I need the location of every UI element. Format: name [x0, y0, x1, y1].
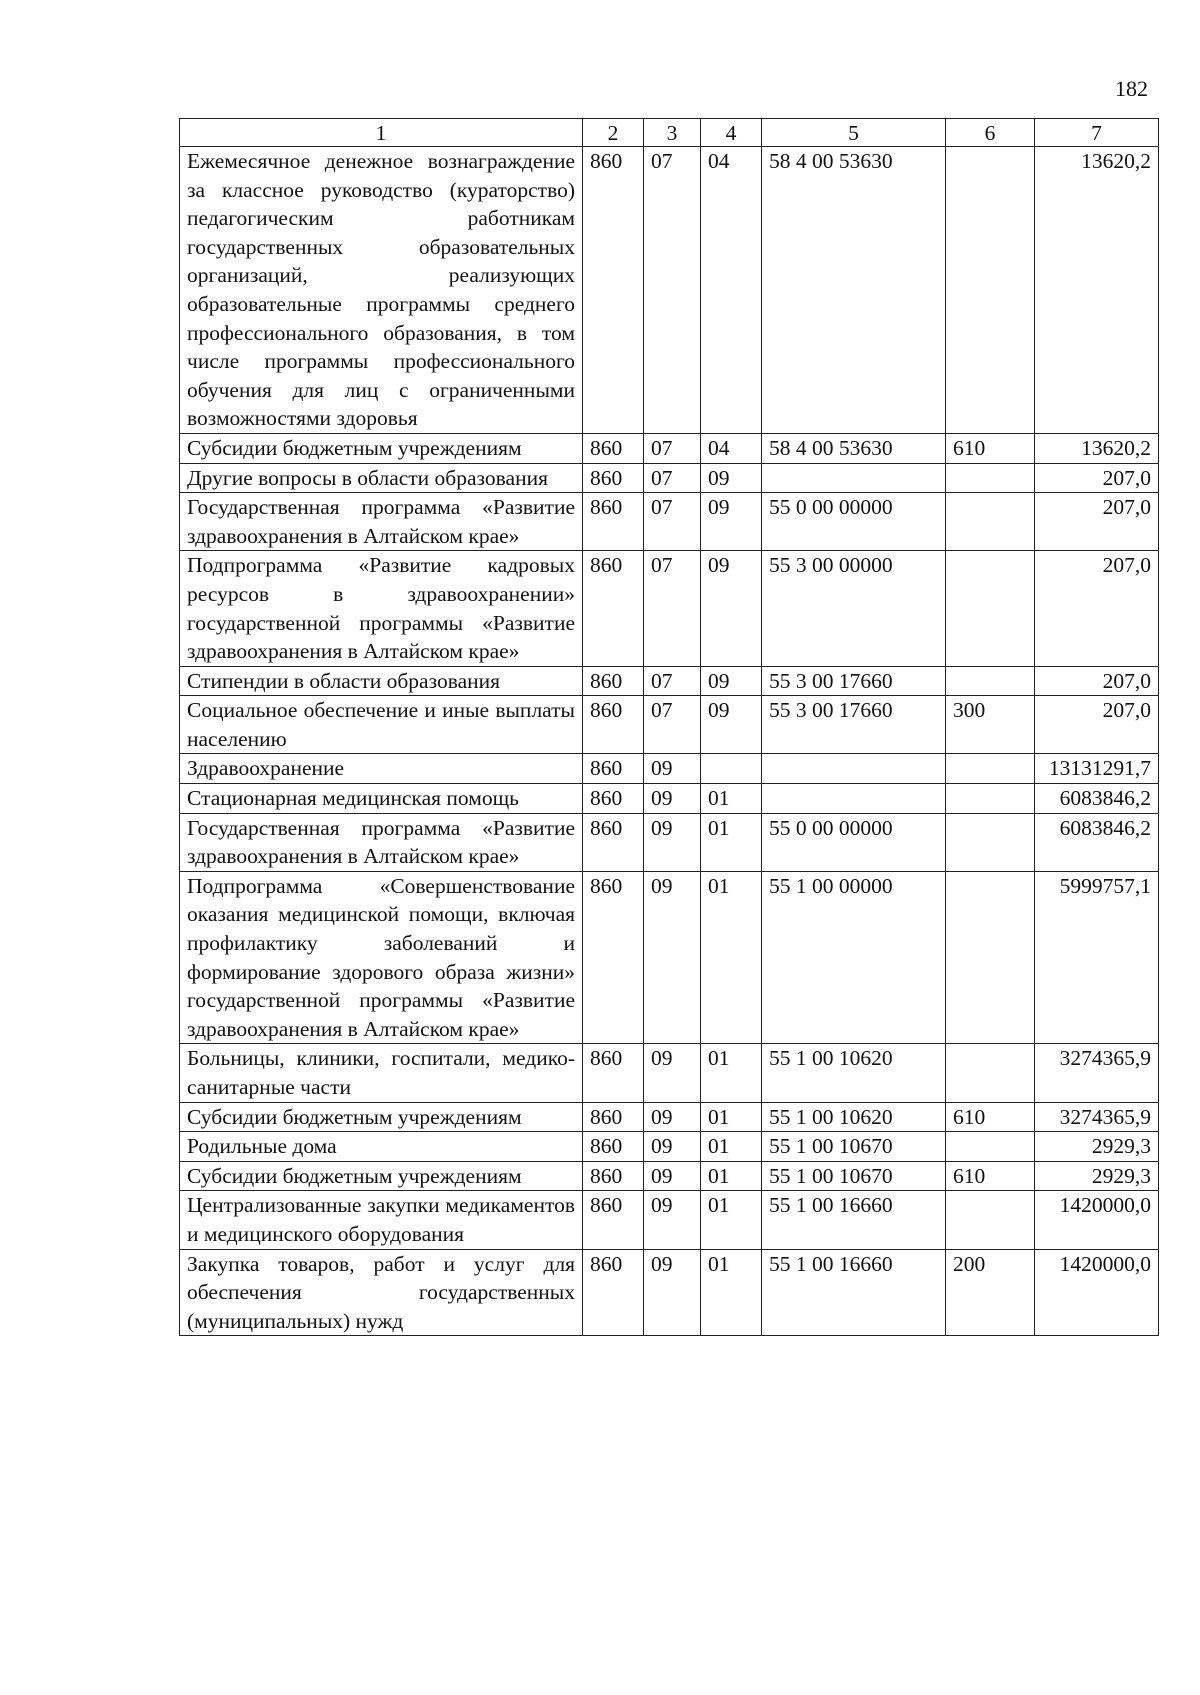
table-row — [180, 784, 1159, 814]
row-name: Государственная программа «Развитие здравоохранения в Алтайском крае» — [180, 813, 583, 871]
row-code-3: 09 — [644, 1044, 701, 1102]
row-code-2: 860 — [583, 551, 644, 666]
row-name: Здравоохранение — [180, 754, 583, 784]
table-row — [180, 1102, 1159, 1132]
row-code-6: 610 — [946, 1161, 1035, 1191]
row-code-3: 09 — [644, 784, 701, 814]
row-name: Ежемесячное денежное вознаграждение за классное руководство (кураторство) педагогическим работникам государственных образовательных организаций, реализующих образовательные программы среднего профессионального образования, в том числе программы профессионального обучения для лиц с ограниченными возможностями здоровья — [180, 147, 583, 434]
row-code-6 — [946, 813, 1035, 871]
table-row — [180, 871, 1159, 1044]
row-code-2: 860 — [583, 1161, 644, 1191]
row-amount: 207,0 — [1035, 696, 1159, 754]
row-code-4 — [701, 754, 762, 784]
row-code-6 — [946, 1191, 1035, 1249]
row-amount: 13620,2 — [1035, 433, 1159, 463]
row-code-5: 58 4 00 53630 — [762, 433, 946, 463]
header-col-6: 6 — [946, 119, 1035, 147]
row-code-4: 01 — [701, 1191, 762, 1249]
header-col-7: 7 — [1035, 119, 1159, 147]
row-code-6 — [946, 666, 1035, 696]
row-name: Субсидии бюджетным учреждениям — [180, 433, 583, 463]
row-code-2: 860 — [583, 433, 644, 463]
row-code-6 — [946, 871, 1035, 1044]
row-code-6: 300 — [946, 696, 1035, 754]
row-code-6: 610 — [946, 433, 1035, 463]
table-row — [180, 754, 1159, 784]
row-code-6 — [946, 784, 1035, 814]
row-code-4: 01 — [701, 871, 762, 1044]
row-code-2: 860 — [583, 696, 644, 754]
header-col-3: 3 — [644, 119, 701, 147]
row-code-2: 860 — [583, 147, 644, 434]
row-code-6 — [946, 493, 1035, 551]
row-code-2: 860 — [583, 1044, 644, 1102]
row-code-5: 55 0 00 00000 — [762, 813, 946, 871]
table-row — [180, 696, 1159, 754]
row-code-3: 07 — [644, 463, 701, 493]
row-code-5 — [762, 754, 946, 784]
row-code-5: 55 1 00 10670 — [762, 1132, 946, 1162]
row-code-2: 860 — [583, 1191, 644, 1249]
row-code-6: 200 — [946, 1249, 1035, 1336]
table-row — [180, 147, 1159, 434]
row-code-3: 09 — [644, 871, 701, 1044]
row-amount: 5999757,1 — [1035, 871, 1159, 1044]
row-amount: 6083846,2 — [1035, 784, 1159, 814]
row-code-5: 55 0 00 00000 — [762, 493, 946, 551]
table-row — [180, 1249, 1159, 1336]
table-row — [180, 551, 1159, 666]
header-col-2: 2 — [583, 119, 644, 147]
row-amount: 13620,2 — [1035, 147, 1159, 434]
row-code-4: 01 — [701, 1044, 762, 1102]
row-code-6 — [946, 1132, 1035, 1162]
row-amount: 6083846,2 — [1035, 813, 1159, 871]
row-code-5: 55 1 00 16660 — [762, 1191, 946, 1249]
row-amount: 207,0 — [1035, 493, 1159, 551]
row-code-4: 09 — [701, 696, 762, 754]
row-code-3: 09 — [644, 754, 701, 784]
budget-table — [179, 118, 1159, 1336]
table-row — [180, 493, 1159, 551]
row-code-5: 55 1 00 00000 — [762, 871, 946, 1044]
row-code-5: 55 1 00 10670 — [762, 1161, 946, 1191]
row-amount: 1420000,0 — [1035, 1191, 1159, 1249]
row-code-3: 07 — [644, 666, 701, 696]
row-code-3: 09 — [644, 1161, 701, 1191]
row-code-6: 610 — [946, 1102, 1035, 1132]
row-code-4: 01 — [701, 1249, 762, 1336]
row-code-5: 58 4 00 53630 — [762, 147, 946, 434]
row-name: Другие вопросы в области образования — [180, 463, 583, 493]
row-code-3: 09 — [644, 1132, 701, 1162]
row-amount: 3274365,9 — [1035, 1102, 1159, 1132]
row-name: Стационарная медицинская помощь — [180, 784, 583, 814]
row-name: Родильные дома — [180, 1132, 583, 1162]
row-code-4: 01 — [701, 1132, 762, 1162]
row-name: Закупка товаров, работ и услуг для обеспечения государственных (муниципальных) нужд — [180, 1249, 583, 1336]
row-code-3: 07 — [644, 433, 701, 463]
row-code-2: 860 — [583, 813, 644, 871]
row-code-2: 860 — [583, 666, 644, 696]
row-code-4: 01 — [701, 1161, 762, 1191]
table-row — [180, 813, 1159, 871]
row-code-6 — [946, 1044, 1035, 1102]
row-name: Больницы, клиники, госпитали, медико-санитарные части — [180, 1044, 583, 1102]
row-code-4: 09 — [701, 493, 762, 551]
row-code-3: 07 — [644, 551, 701, 666]
row-amount: 207,0 — [1035, 463, 1159, 493]
header-row — [180, 119, 1159, 147]
table-row — [180, 1132, 1159, 1162]
table-row — [180, 1044, 1159, 1102]
row-code-4: 01 — [701, 784, 762, 814]
row-code-2: 860 — [583, 1102, 644, 1132]
row-code-5: 55 3 00 17660 — [762, 696, 946, 754]
row-code-3: 09 — [644, 1191, 701, 1249]
row-code-4: 01 — [701, 813, 762, 871]
row-code-4: 01 — [701, 1102, 762, 1132]
header-col-1: 1 — [180, 119, 583, 147]
table-row — [180, 433, 1159, 463]
row-amount: 2929,3 — [1035, 1132, 1159, 1162]
row-name: Субсидии бюджетным учреждениям — [180, 1102, 583, 1132]
header-col-4: 4 — [701, 119, 762, 147]
row-code-3: 07 — [644, 696, 701, 754]
row-name: Государственная программа «Развитие здравоохранения в Алтайском крае» — [180, 493, 583, 551]
row-code-5: 55 3 00 17660 — [762, 666, 946, 696]
row-code-2: 860 — [583, 463, 644, 493]
row-code-2: 860 — [583, 784, 644, 814]
row-code-3: 07 — [644, 493, 701, 551]
table-row — [180, 1161, 1159, 1191]
row-code-5 — [762, 784, 946, 814]
row-code-4: 04 — [701, 433, 762, 463]
row-amount: 1420000,0 — [1035, 1249, 1159, 1336]
table-row — [180, 463, 1159, 493]
row-code-2: 860 — [583, 871, 644, 1044]
row-code-2: 860 — [583, 754, 644, 784]
row-code-5: 55 1 00 10620 — [762, 1044, 946, 1102]
row-code-4: 09 — [701, 551, 762, 666]
row-code-4: 09 — [701, 666, 762, 696]
header-col-5: 5 — [762, 119, 946, 147]
row-name: Подпрограмма «Совершенствование оказания медицинской помощи, включая профилактику заболеваний и формирование здорового образа жизни» государственной программы «Развитие здравоохранения в Алтайском крае» — [180, 871, 583, 1044]
row-code-6 — [946, 551, 1035, 666]
row-code-2: 860 — [583, 1132, 644, 1162]
row-code-4: 04 — [701, 147, 762, 434]
row-code-3: 07 — [644, 147, 701, 434]
row-code-5: 55 1 00 16660 — [762, 1249, 946, 1336]
page-number: 182 — [1115, 76, 1148, 101]
row-amount: 13131291,7 — [1035, 754, 1159, 784]
row-code-3: 09 — [644, 1249, 701, 1336]
row-name: Социальное обеспечение и иные выплаты населению — [180, 696, 583, 754]
row-code-5 — [762, 463, 946, 493]
row-name: Подпрограмма «Развитие кадровых ресурсов в здравоохранении» государственной программы «Развитие здравоохранения в Алтайском крае» — [180, 551, 583, 666]
row-name: Стипендии в области образования — [180, 666, 583, 696]
row-code-3: 09 — [644, 1102, 701, 1132]
row-code-5: 55 1 00 10620 — [762, 1102, 946, 1132]
row-amount: 207,0 — [1035, 666, 1159, 696]
row-code-2: 860 — [583, 493, 644, 551]
table-row — [180, 1191, 1159, 1249]
row-amount: 207,0 — [1035, 551, 1159, 666]
row-name: Субсидии бюджетным учреждениям — [180, 1161, 583, 1191]
table-row — [180, 666, 1159, 696]
row-code-5: 55 3 00 00000 — [762, 551, 946, 666]
row-code-6 — [946, 754, 1035, 784]
row-code-6 — [946, 147, 1035, 434]
row-code-2: 860 — [583, 1249, 644, 1336]
row-code-3: 09 — [644, 813, 701, 871]
row-amount: 3274365,9 — [1035, 1044, 1159, 1102]
row-code-6 — [946, 463, 1035, 493]
row-name: Централизованные закупки медикаментов и медицинского оборудования — [180, 1191, 583, 1249]
row-code-4: 09 — [701, 463, 762, 493]
row-amount: 2929,3 — [1035, 1161, 1159, 1191]
